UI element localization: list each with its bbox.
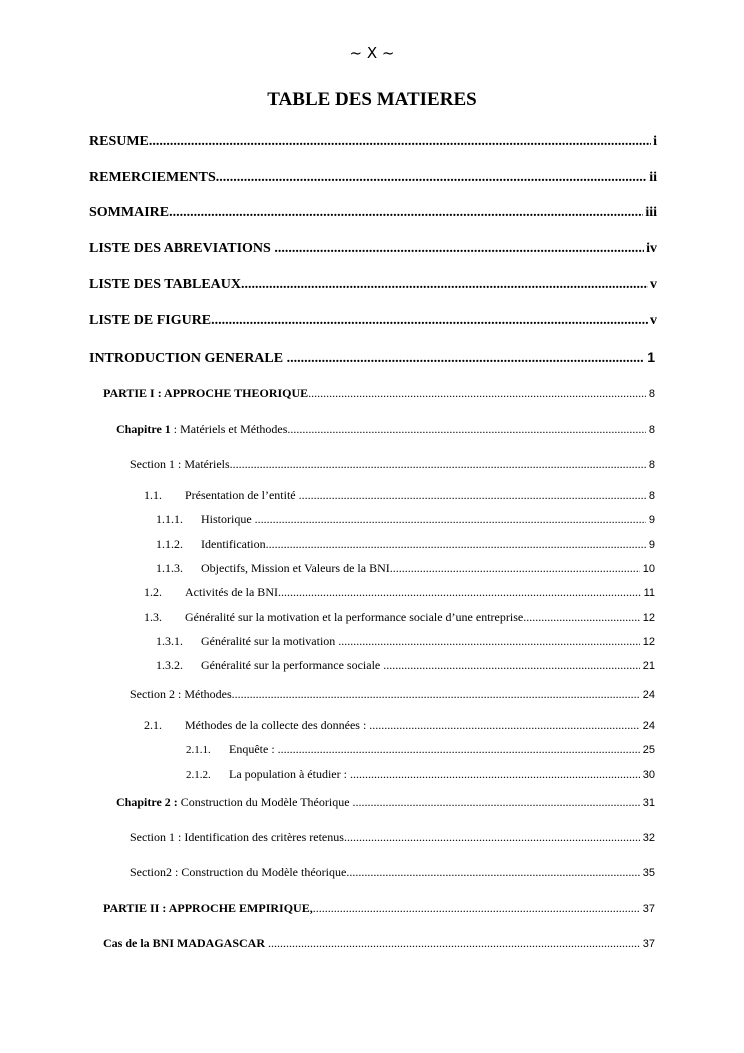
dot-leader — [344, 830, 640, 845]
toc-page-number: i — [653, 134, 657, 149]
toc-page-number: v — [650, 277, 657, 292]
toc-entry-text: INTRODUCTION GENERALE — [89, 351, 287, 366]
toc-page-number: 11 — [643, 587, 655, 599]
dot-leader — [169, 205, 643, 221]
dot-leader — [232, 687, 640, 702]
toc-entry-text: Généralité sur la motivation et la performance sociale d’une entreprise — [185, 610, 524, 624]
toc-entry-text: REMERCIEMENTS — [89, 170, 216, 185]
toc-entry-number: 2.1. — [144, 718, 162, 732]
toc-entry-number: 2.1.2. — [186, 769, 211, 781]
toc-entry-section-2b[interactable] — [130, 865, 655, 880]
toc-page-number: 24 — [642, 689, 655, 701]
toc-entry-text: Généralité sur la motivation — [201, 634, 339, 648]
toc-entry-remerciements[interactable] — [89, 170, 657, 186]
toc-entry-text: Généralité sur la performance sociale — [201, 658, 384, 672]
toc-entry-number: 1.3. — [144, 610, 162, 624]
dot-leader — [255, 512, 646, 527]
toc-entry-text: Méthodes de la collecte des données : — [185, 718, 370, 732]
toc-page-number: 24 — [642, 720, 655, 732]
toc-entry-1-1-3[interactable] — [156, 561, 655, 576]
toc-entry-label: Chapitre 1 — [116, 422, 171, 436]
dot-leader — [369, 718, 639, 733]
dot-leader — [287, 422, 645, 437]
toc-entry-text: PARTIE I : APPROCHE THEORIQUE — [103, 386, 309, 400]
toc-entry-text: Section 2 : Méthodes — [130, 687, 232, 701]
toc-entry-number: 1.1.3. — [156, 561, 183, 575]
toc-entry-sommaire[interactable] — [89, 205, 657, 221]
dot-leader — [230, 457, 646, 472]
toc-entry-text: Section2 : Construction du Modèle théorique — [130, 865, 347, 879]
toc-page-number: iii — [645, 205, 657, 220]
dot-leader — [278, 585, 641, 600]
toc-entry-tableaux[interactable] — [89, 277, 657, 293]
toc-entry-1-1-1[interactable] — [156, 512, 655, 527]
toc-page-number: 1 — [647, 349, 655, 365]
toc-page-number: 37 — [642, 938, 655, 950]
toc-page-number: 35 — [642, 867, 655, 879]
toc-page-number: 9 — [648, 514, 655, 526]
toc-page-number: 10 — [642, 563, 655, 575]
toc-page-number: iv — [646, 241, 657, 256]
dot-leader — [353, 795, 640, 810]
dot-leader — [211, 313, 648, 329]
dot-leader — [268, 936, 640, 951]
toc-entry-section-2[interactable] — [130, 687, 655, 702]
toc-page-number: 8 — [648, 490, 655, 502]
toc-page-number: 37 — [642, 903, 655, 915]
dot-leader — [338, 634, 639, 649]
toc-entry-number: 1.1. — [144, 488, 162, 502]
toc-entry-introduction[interactable] — [89, 349, 655, 367]
toc-entry-text: Enquête : — [229, 742, 278, 756]
toc-entry-number: 1.1.1. — [156, 512, 183, 526]
toc-entry-text: Objectifs, Mission et Valeurs de la BNI — [201, 561, 390, 575]
toc-page-number: 31 — [642, 797, 655, 809]
toc-entry-text: SOMMAIRE — [89, 205, 170, 220]
toc-page-number: 32 — [642, 832, 655, 844]
toc-entry-number: 1.3.1. — [156, 634, 183, 648]
page-title: TABLE DES MATIERES — [267, 89, 477, 110]
toc-entry-text: Cas de la BNI MADAGASCAR — [103, 936, 269, 950]
dot-leader — [390, 561, 640, 576]
toc-entry-text: Présentation de l’entité — [185, 488, 299, 502]
toc-entry-abreviations[interactable] — [89, 241, 657, 257]
toc-entry-text: Activités de la BNI — [185, 585, 278, 599]
toc-entry-1-1-2[interactable] — [156, 537, 655, 552]
dot-leader — [278, 742, 640, 757]
toc-entry-text: Section 1 : Matériels — [130, 457, 230, 471]
toc-entry-1-1[interactable] — [144, 488, 655, 503]
dot-leader — [350, 767, 640, 782]
toc-entry-number: 2.1.1. — [186, 744, 211, 756]
toc-entry-cas-bni[interactable] — [103, 936, 655, 951]
dot-leader — [266, 537, 646, 552]
toc-entry-text: La population à étudier : — [229, 767, 350, 781]
toc-page-number: v — [650, 313, 657, 328]
toc-entry-2-1-2[interactable] — [186, 767, 655, 782]
dot-leader — [274, 241, 644, 257]
toc-page-number: 8 — [648, 388, 655, 400]
toc-entry-1-2[interactable] — [144, 585, 655, 600]
toc-entry-resume[interactable] — [89, 134, 657, 150]
toc-entry-label: Chapitre 2 : — [116, 795, 178, 809]
dot-leader — [216, 170, 647, 186]
dot-leader — [383, 658, 640, 673]
dot-leader — [346, 865, 639, 880]
toc-entry-text: LISTE DES TABLEAUX — [89, 277, 241, 292]
toc-page-number: ii — [649, 170, 657, 185]
toc-entry-chapitre-2[interactable] — [116, 795, 655, 810]
toc-page-number: 12 — [642, 612, 655, 624]
toc-entry-1-3-2[interactable] — [156, 658, 655, 673]
toc-page-number: 25 — [642, 744, 655, 756]
toc-entry-number: 1.2. — [144, 585, 162, 599]
toc-entry-2-1[interactable] — [144, 718, 655, 733]
toc-page-number: 9 — [648, 539, 655, 551]
toc-entry-partie-1[interactable] — [103, 386, 655, 401]
toc-entry-text: : Matériels et Méthodes — [170, 422, 288, 436]
toc-entry-chapitre-1[interactable] — [116, 422, 655, 437]
toc-page-number: 8 — [648, 424, 655, 436]
dot-leader — [287, 351, 644, 367]
toc-entry-number: 1.1.2. — [156, 537, 183, 551]
toc-entry-section-1b[interactable] — [130, 830, 655, 845]
toc-entry-text: Construction du Modèle Théorique — [177, 795, 353, 809]
dot-leader — [299, 488, 646, 503]
toc-entry-1-3[interactable] — [144, 610, 655, 625]
toc-entry-partie-2[interactable] — [103, 901, 655, 916]
toc-entry-text: LISTE DE FIGURE — [89, 313, 212, 328]
toc-entry-number: 1.3.2. — [156, 658, 183, 672]
toc-page-number: 30 — [642, 769, 655, 781]
toc-entry-text: PARTIE II : APPROCHE EMPIRIQUE, — [103, 901, 313, 915]
dot-leader — [313, 901, 640, 916]
toc-page-number: 12 — [642, 636, 655, 648]
toc-entry-figure[interactable] — [89, 313, 657, 329]
toc-page-number: 8 — [648, 459, 655, 471]
dot-leader — [241, 277, 648, 293]
dot-leader — [523, 610, 640, 625]
toc-entry-section-1[interactable] — [130, 457, 655, 472]
toc-entry-text: Identification — [201, 537, 266, 551]
toc-entry-text: Historique — [201, 512, 255, 526]
toc-entry-2-1-1[interactable] — [186, 742, 655, 757]
toc-page-number: 21 — [642, 660, 655, 672]
toc-entry-text: LISTE DES ABREVIATIONS — [89, 241, 275, 256]
page-number: ~ X ~ — [349, 44, 395, 62]
toc-entry-1-3-1[interactable] — [156, 634, 655, 649]
dot-leader — [149, 134, 651, 150]
dot-leader — [308, 386, 646, 401]
toc-entry-text: RESUME — [89, 134, 149, 149]
toc-entry-text: Section 1 : Identification des critères retenus — [130, 830, 344, 844]
